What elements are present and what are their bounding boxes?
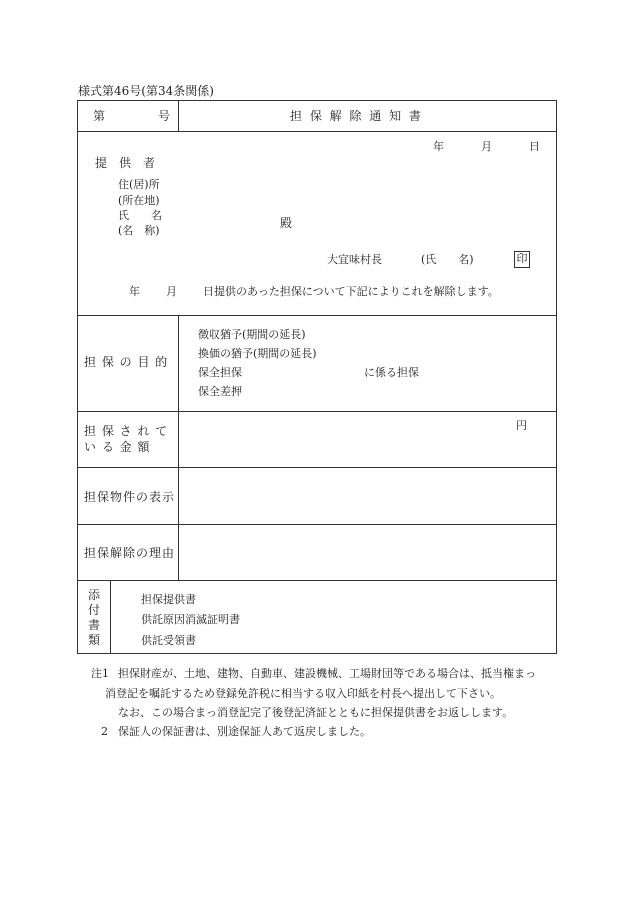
statement-year: 年 (129, 285, 140, 298)
purpose-item-4: 保全差押 (198, 385, 242, 398)
note-2-text: 保証人の保証書は、別途保証人あて返戻しました。 (118, 725, 371, 738)
address-label: 住(居)所 (118, 178, 160, 191)
header-divider (77, 131, 557, 132)
label-column-divider (178, 315, 179, 581)
form-code: 様式第46号(第34条関係) (78, 84, 214, 98)
title-label: (名 称) (118, 224, 160, 237)
note-2-number: 2 (101, 725, 108, 738)
purpose-label: 担 保 の 目 的 (84, 355, 169, 369)
purpose-item-1: 徴収猶予(期間の延長) (198, 328, 306, 341)
seal-box (514, 251, 530, 268)
attachment-3: 供託受領書 (141, 634, 196, 647)
honorific: 殿 (280, 216, 293, 230)
issuer-name: 大宜味村長 (327, 253, 382, 266)
statement-month: 月 (166, 285, 177, 298)
location-label: (所在地) (118, 194, 160, 207)
frame-top (77, 100, 557, 101)
property-label: 担保物件の表示 (84, 490, 176, 504)
name-label: 氏 名 (118, 209, 162, 222)
attachment-1: 担保提供書 (141, 593, 196, 606)
note-1-continuation: 消登記を嘱託するため登録免許税に相当する収入印紙を村長へ提出して下さい。 (105, 687, 501, 700)
purpose-item-3: 保全担保 (198, 366, 242, 379)
property-divider (77, 524, 557, 525)
amount-divider (77, 467, 557, 468)
attachments-label: 添付書類 (87, 588, 100, 647)
header-column-divider (178, 100, 179, 132)
date-month: 月 (481, 140, 492, 153)
purpose-divider (77, 411, 557, 412)
frame-left (77, 100, 78, 654)
date-year: 年 (433, 140, 444, 153)
reason-label: 担保解除の理由 (84, 546, 176, 560)
purpose-suffix: に係る担保 (364, 366, 419, 379)
reason-divider (77, 580, 557, 581)
provider-label: 提 供 者 (95, 156, 156, 170)
document-title: 担 保 解 除 通 知 書 (290, 109, 423, 123)
attachment-2: 供託原因消滅証明書 (141, 613, 240, 626)
amount-unit: 円 (516, 419, 527, 432)
frame-bottom (77, 653, 557, 654)
amount-label-line-2: い る 金 額 (84, 440, 151, 454)
issuer-name-field: (氏 名) (421, 253, 474, 266)
amount-label-line-1: 担 保 さ れ て (84, 424, 169, 438)
purpose-item-2: 換価の猶予(期間の延長) (198, 347, 317, 360)
seal-mark: 印 (516, 252, 528, 265)
frame-right (556, 100, 557, 654)
number-prefix: 第 (93, 109, 106, 123)
statement-text: 日提供のあった担保について下記によりこれを解除します。 (203, 285, 499, 298)
note-1-number: 注1 (91, 667, 109, 680)
date-day: 日 (529, 140, 540, 153)
note-1-text: 担保財産が、土地、建物、自動車、建設機械、工場財団等である場合は、抵当権まっ (118, 667, 536, 680)
intro-divider (77, 315, 557, 316)
attachments-column-divider (110, 580, 111, 654)
number-suffix: 号 (158, 109, 171, 123)
note-1-addendum: なお、この場合まっ消登記完了後登記済証とともに担保提供書をお返しします。 (118, 706, 514, 719)
